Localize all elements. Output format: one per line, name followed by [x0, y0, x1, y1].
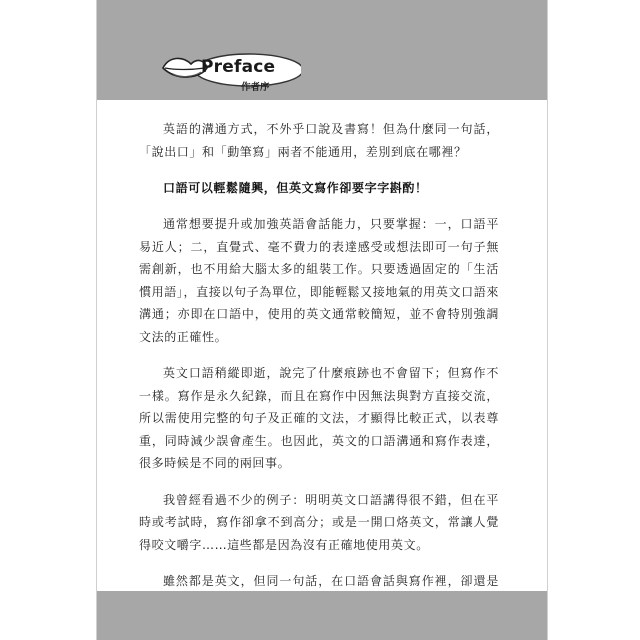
body-paragraph-2: 英文口語稍縱即逝，說完了什麼痕跡也不會留下；但寫作不一樣。寫作是永久紀錄，而且在寫作中因無法與對方直接交流，所以需使用完整的句子及正確的文法，才顯得比較正式，以表尊重，同時減少誤會產生。也因此，英文的口語溝通和寫作表達，很多時候是不同的兩回事。: [139, 366, 499, 470]
body-paragraph-3: 我曾經看過不少的例子：明明英文口語講得很不錯，但在平時或考試時，寫作卻拿不到高分；或是一開口烙英文，常讓人覺得咬文嚼字……這些都是因為沒有正確地使用英文。: [139, 492, 499, 552]
preface-title: Preface: [201, 57, 276, 77]
preface-body: [139, 118, 499, 629]
section-heading: 口語可以輕鬆隨興，但英文寫作卻要字字斟酌！: [163, 181, 428, 195]
intro-paragraph: 英語的溝通方式，不外乎口說及書寫！但為什麼同一句話，「說出口」和「動筆寫」兩者不能通用，差別到底在哪裡？: [139, 122, 499, 159]
body-paragraph-4: 雖然都是英文，但同一句話，在口語會話與寫作裡，卻還是: [163, 574, 499, 588]
book-page: [96, 0, 548, 640]
bottom-gray-band: [97, 591, 547, 640]
body-paragraph-1: 通常想要提升或加強英語會話能力，只要掌握：一，口語平易近人；二，直覺式、毫不費力的表達感受或想法即可一句子無需創新，也不用給大腦太多的組裝工作。只要透過固定的「生活慣用語」，直接以句子為單位，即能輕鬆又接地氣的用英文口語來溝通；亦即在口語中，使用的英文通常較簡短，並不會特別強調文法的正確性。: [139, 217, 499, 344]
preface-subtitle: 作者序: [241, 82, 270, 93]
preface-logo: [161, 52, 301, 112]
